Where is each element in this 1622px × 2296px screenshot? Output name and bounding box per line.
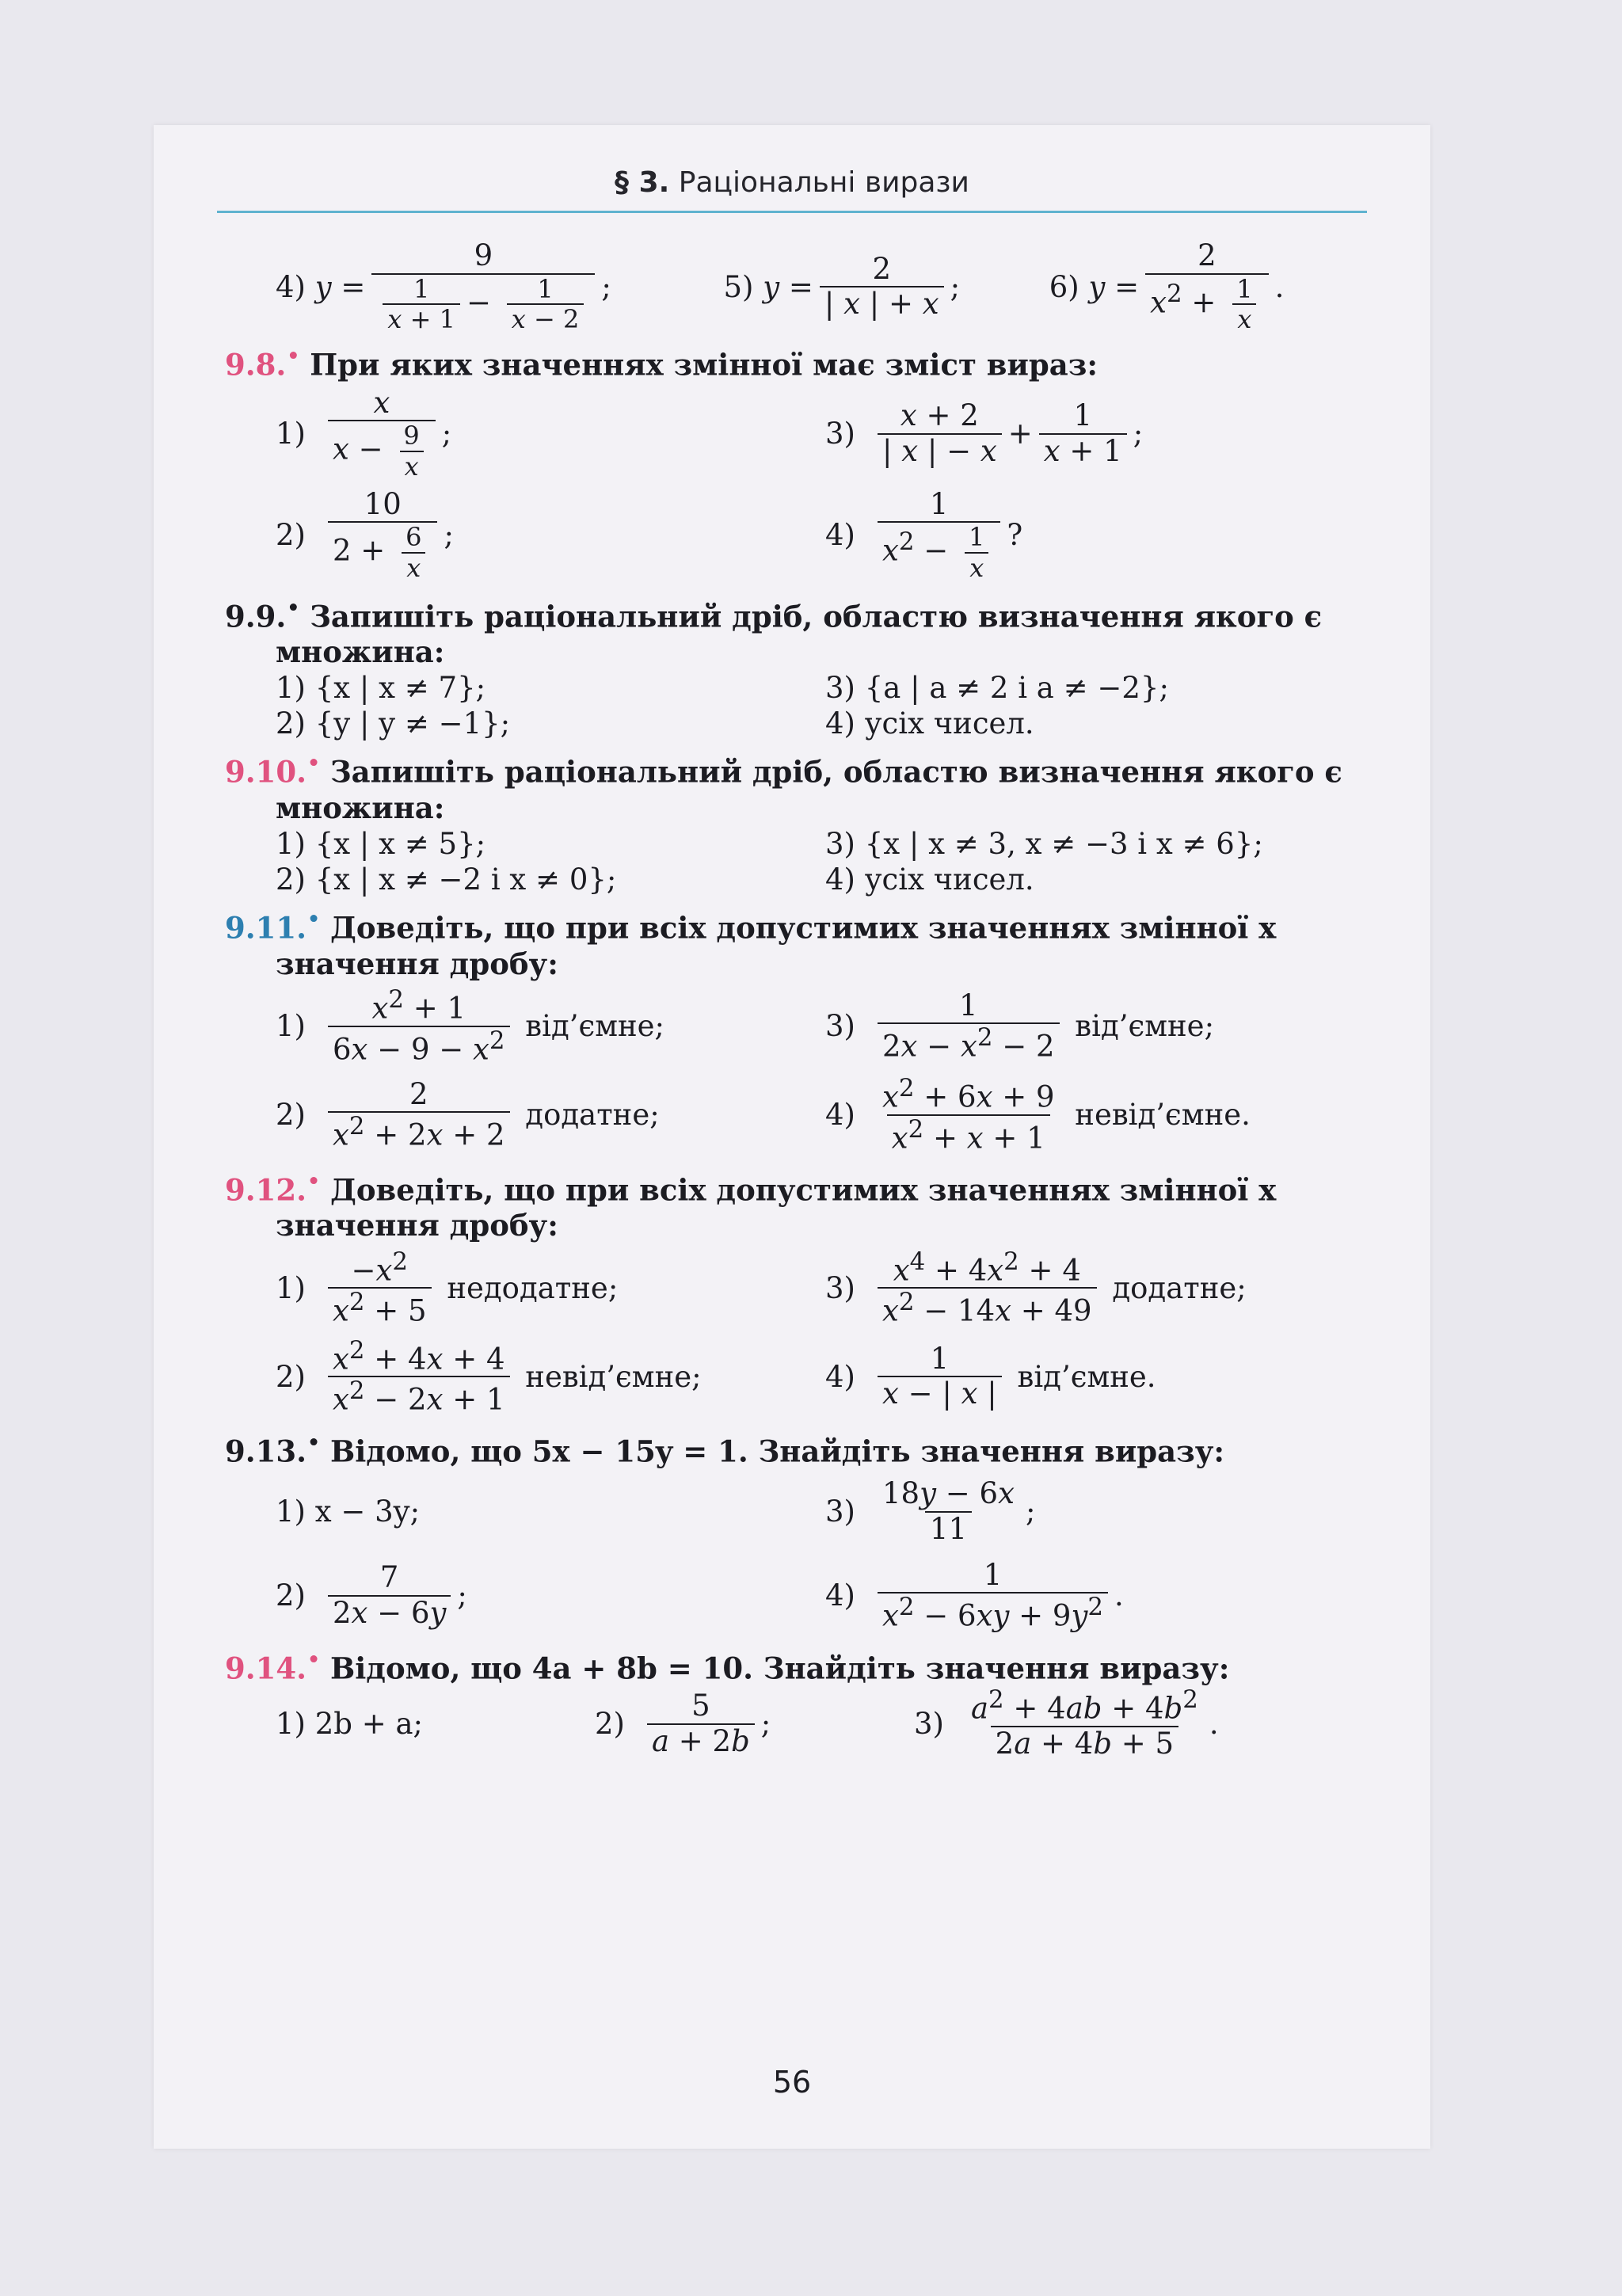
header-rule [217, 211, 1367, 213]
property: від’ємне. [1017, 1359, 1156, 1394]
formula: $\frac{-x^2}{x^2 + 5}$ [328, 1248, 432, 1329]
item-4: 4) 1 $x^2$ − $\frac{1}{x}$ ? [825, 486, 1023, 583]
item-2: 2) $\frac{5}{a + 2b}$ ; [594, 1688, 771, 1758]
item-4: 4) $\frac{1}{x^2 - 6xy + 9y^2}$ . [825, 1557, 1124, 1633]
item-3: 3) $\frac{1}{2x - x^2 - 2}$ від’ємне; [825, 988, 1215, 1064]
item-3: 3) $\frac{x^4 + 4x^2 + 4}{x^2 - 14x + 49}$ додатне; [825, 1247, 1247, 1328]
property: невід’ємне; [525, 1359, 702, 1394]
formula: $\frac{2}{x^2 + 2x + 2}$ [328, 1078, 510, 1152]
property: невід’ємне. [1075, 1098, 1251, 1133]
item-2: 2) $\frac{2}{x^2 + 2x + 2}$ додатне; [276, 1076, 660, 1152]
formula: $\frac{x^4 + 4x^2 + 4}{x^2 - 14x + 49}$ [878, 1248, 1097, 1329]
task-number: 9.11. [225, 910, 307, 946]
formula: $\frac{x^2 + 6x + 9}{x^2 + x + 1}$ [882, 1073, 1055, 1156]
formula: $\frac{x^2 + 4x + 4}{x^2 - 2x + 1}$ [328, 1337, 510, 1418]
section-number: § 3. [615, 166, 670, 199]
formula: $\frac{1}{x^2 - 6xy + 9y^2}$ [878, 1559, 1108, 1633]
task-9-13: 9.13.• Відомо, що 5x − 15y = 1. Знайдіть значення виразу: [225, 1429, 1225, 1469]
item-3: 3) {x | x ≠ 3, x ≠ −3 і x ≠ 6}; [825, 827, 1263, 861]
task-number: 9.9. [225, 598, 287, 634]
task-statement: Доведіть, що при всіх допустимих значеннях змінної x значення дробу: [276, 910, 1277, 981]
formula: 10 2 + $\frac{6}{x}$ [328, 488, 437, 583]
task-number: 9.8. [225, 347, 287, 383]
item-4: 4) $\frac{1}{x - | x |}$ від’ємне. [825, 1341, 1156, 1411]
formula: $\frac{x + 2}{| x | - x}$ [878, 399, 1002, 468]
task-9-14: 9.14.• Відомо, що 4a + 8b = 10. Знайдіть значення виразу: [225, 1645, 1230, 1686]
formula: $\frac{1}{x + 1}$ [1039, 399, 1127, 468]
task-number: 9.12. [225, 1172, 307, 1208]
task-9-10: 9.10.• Запишіть раціональний дріб, областю визначення якого є множина: [225, 749, 1342, 825]
item-4: 4) усіх чисел. [825, 706, 1034, 741]
running-header [201, 166, 1383, 199]
item-4: 4) y = 9 $\frac{1}{x + 1}$ − $\frac{1}{x - 2}$ ; [276, 238, 611, 335]
task-number: 9.13. [225, 1434, 307, 1469]
task-9-11: 9.11.• Доведіть, що при всіх допустимих значеннях змінної x значення дробу: [225, 905, 1277, 981]
item-2: 2) $\frac{x^2 + 4x + 4}{x^2 - 2x + 1}$ невід’ємне; [276, 1335, 702, 1417]
task-9-12-items [225, 1243, 1375, 1421]
formula: $\frac{x^2 + 1}{6x - 9 - x^2}$ [328, 986, 510, 1067]
item-3: 3) $\frac{x + 2}{| x | - x}$ + $\frac{1}{x + 1}$ ; [825, 398, 1144, 468]
item-5: 5) y = $\frac{2}{| x | + x}$ ; [723, 251, 961, 322]
item-4: 4) усіх чисел. [825, 862, 1034, 897]
formula: 1 $x^2$ − $\frac{1}{x}$ [878, 488, 1000, 583]
formula: $\frac{1}{x - | x |}$ [878, 1342, 1002, 1411]
formula: $\frac{1}{2x - x^2 - 2}$ [878, 989, 1060, 1064]
textbook-page [154, 125, 1430, 2149]
task-9-14-items [225, 1686, 1375, 1761]
task-9-8-items [225, 383, 1375, 586]
task-9-12: 9.12.• Доведіть, що при всіх допустимих значеннях змінної x значення дробу: [225, 1167, 1277, 1243]
section-title: Раціональні вирази [678, 166, 969, 199]
task-9-9: 9.9.• Запишіть раціональний дріб, областю визначення якого є множина: [225, 593, 1323, 670]
item-3: 3) {a | a ≠ 2 і a ≠ −2}; [825, 671, 1169, 706]
task-9-13-items [225, 1470, 1375, 1638]
task-9-9-items [225, 670, 1375, 741]
item-1: 1) $\frac{x^2 + 1}{6x - 9 - x^2}$ від’ємне; [276, 984, 665, 1067]
formula: 2 $x^2$ + $\frac{1}{x}$ [1145, 239, 1268, 334]
previous-task-items [225, 239, 1375, 334]
task-statement: При яких значеннях змінної має зміст вираз: [310, 347, 1098, 383]
item-1: 1) x x − $\frac{9}{x}$ ; [276, 385, 452, 482]
task-number: 9.14. [225, 1651, 307, 1686]
formula: 9 $\frac{1}{x + 1}$ − $\frac{1}{x - 2}$ [371, 239, 595, 334]
page-content [225, 236, 1375, 1761]
formula: x x − $\frac{9}{x}$ [328, 386, 436, 482]
item-1: 1) $\frac{-x^2}{x^2 + 5}$ недодатне; [276, 1247, 619, 1328]
page-number: 56 [772, 2065, 812, 2100]
item-6: 6) y = 2 $x^2$ + $\frac{1}{x}$ . [1049, 238, 1285, 335]
property: від’ємне; [1075, 1009, 1215, 1044]
item-2: 2) {y | y ≠ −1}; [276, 706, 511, 741]
item-2: 2) 10 2 + $\frac{6}{x}$ ; [276, 486, 454, 583]
property: додатне; [1112, 1270, 1247, 1305]
property: від’ємне; [525, 1009, 665, 1044]
task-statement: Доведіть, що при всіх допустимих значеннях змінної x значення дробу: [276, 1172, 1277, 1243]
task-statement: Відомо, що 5x − 15y = 1. Знайдіть значення виразу: [329, 1434, 1225, 1469]
item-3: 3) $\frac{18y - 6x}{11}$ ; [825, 1476, 1036, 1546]
formula: $\frac{18y - 6x}{11}$ [882, 1476, 1015, 1546]
item-2: 2) {x | x ≠ −2 і x ≠ 0}; [276, 862, 617, 897]
task-statement: Відомо, що 4a + 8b = 10. Знайдіть значення виразу: [329, 1651, 1230, 1686]
item-4: 4) $\frac{x^2 + 6x + 9}{x^2 + x + 1}$ невід’ємне. [825, 1073, 1251, 1156]
formula: $\frac{2}{| x | + x}$ [820, 253, 944, 322]
item-2: 2) $\frac{7}{2x - 6y}$ ; [276, 1560, 467, 1630]
item-3: 3) $\frac{a^2 + 4ab + 4b^2}{2a + 4b + 5}$ . [913, 1685, 1219, 1761]
item-1: 1) 2b + a; [276, 1706, 424, 1741]
task-number: 9.10. [225, 754, 307, 790]
item-1: 1) x − 3y; [276, 1494, 421, 1529]
task-statement: Запишіть раціональний дріб, областю визначення якого є множина: [276, 598, 1323, 670]
task-9-10-items [225, 826, 1375, 897]
task-statement: Запишіть раціональний дріб, областю визначення якого є множина: [276, 754, 1342, 825]
item-1: 1) {x | x ≠ 5}; [276, 827, 486, 861]
formula: $\frac{5}{a + 2b}$ [647, 1689, 755, 1758]
task-9-8: 9.8.• При яких значеннях змінної має зміст вираз: [225, 342, 1098, 383]
task-9-11-items [225, 982, 1375, 1159]
property: додатне; [525, 1098, 660, 1133]
formula: $\frac{7}{2x - 6y}$ [328, 1561, 451, 1630]
formula: $\frac{a^2 + 4ab + 4b^2}{2a + 4b + 5}$ [970, 1685, 1198, 1761]
item-1: 1) {x | x ≠ 7}; [276, 671, 486, 706]
property: недодатне; [447, 1270, 619, 1305]
